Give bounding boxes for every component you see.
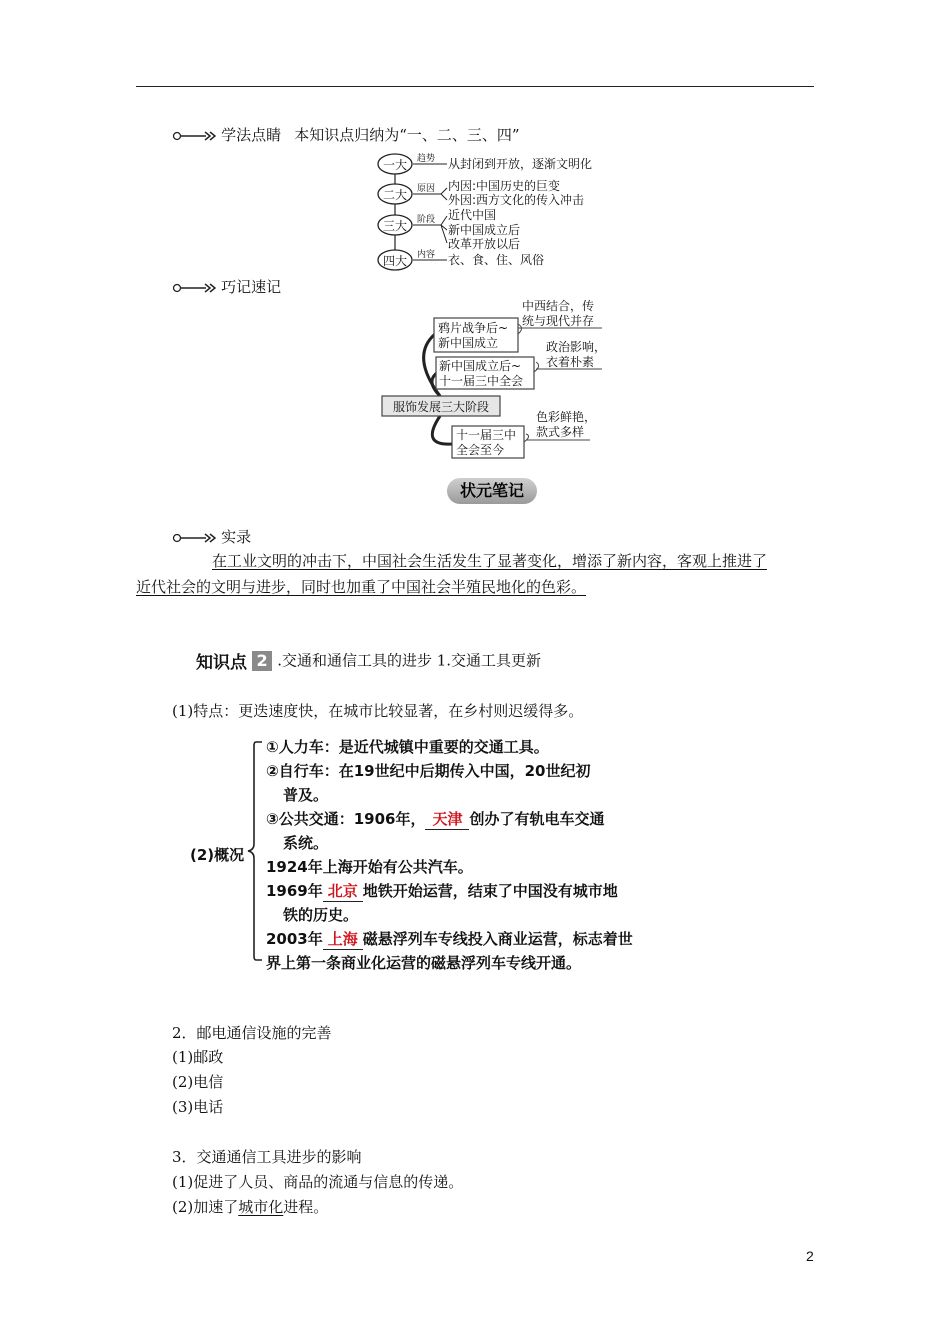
circle-label-3: 三大 (382, 219, 408, 233)
overview-label: (2)概况 (190, 846, 245, 864)
stage-1b: 新中国成立 (438, 336, 499, 350)
stage-1a: 鸦片战争后~ (438, 321, 509, 335)
xuefa-label: 学法点睛 (221, 126, 282, 144)
note-3b: 款式多样 (536, 425, 585, 439)
ov-line-4 (266, 808, 604, 830)
kp-label: 知识点 (196, 653, 247, 673)
zhuangyuan-badge: 状元笔记 (447, 478, 537, 504)
h2-item-1: (1)邮政 (172, 1048, 224, 1066)
ov-line-9a: 2003年 (266, 930, 323, 948)
circle-label-4: 四大 (382, 254, 408, 268)
ov-line-7c: 地铁开始运营，结束了中国没有城市地 (362, 882, 618, 900)
xuefa-heading (172, 124, 520, 145)
heading-3: 3．交通通信工具进步的影响 (172, 1148, 362, 1166)
stage-3a: 十一届三中 (456, 428, 517, 442)
item-2: 内因:中国历史的巨变 (448, 179, 561, 193)
answer-shanghai: 上海 (323, 928, 363, 950)
ov-line-7 (266, 880, 618, 902)
ov-line-8: 铁的历史。 (283, 906, 359, 924)
clothing-stages-diagram (380, 296, 620, 462)
note-1a: 中西结合，传 (522, 299, 595, 313)
note-3a: 色彩鲜艳， (536, 410, 597, 424)
tag-2: 原因 (417, 184, 436, 194)
h2-item-3: (3)电话 (172, 1098, 224, 1116)
qiaoji-label: 巧记速记 (221, 278, 282, 296)
ov-line-9 (266, 928, 633, 950)
knowledge-point-heading (196, 648, 541, 673)
note-2b: 衣着朴素 (546, 355, 595, 369)
tag-4: 内容 (417, 250, 436, 260)
h3-item-2c: 进程。 (283, 1198, 329, 1216)
tag-3: 阶段 (417, 215, 436, 225)
heading-2: 2．邮电通信设施的完善 (172, 1024, 332, 1042)
shilu-line-2: 近代社会的文明与进步，同时也加重了中国社会半殖民地化的色彩。 (136, 578, 587, 596)
xuefa-text: 本知识点归纳为“一、二、三、四” (294, 126, 520, 144)
feature-paragraph: (1)特点：更迭速度快，在城市比较显著，在乡村则迟缓得多。 (172, 702, 584, 720)
ov-line-3: 普及。 (283, 786, 329, 804)
h3-item-2a: (2)加速了 (172, 1198, 239, 1216)
header-rule (136, 86, 814, 87)
bullet-arrow-icon (172, 532, 216, 544)
ov-line-1: ①人力车：是近代城镇中重要的交通工具。 (266, 738, 549, 756)
item-6: 改革开放以后 (448, 237, 521, 251)
item-7: 衣、食、住、风俗 (448, 253, 545, 267)
h2-item-2: (2)电信 (172, 1073, 224, 1091)
stage-2b: 十一届三中全会 (439, 374, 524, 388)
summary-diagram (375, 150, 615, 272)
ov-line-10: 界上第一条商业化运营的磁悬浮列车专线开通。 (266, 954, 582, 972)
answer-tianjin: 天津 (425, 808, 469, 830)
ov-line-9c: 磁悬浮列车专线投入商业运营，标志着世 (362, 930, 633, 948)
item-5: 新中国成立后 (448, 223, 521, 237)
answer-beijing: 北京 (323, 880, 363, 902)
stage-2a: 新中国成立后~ (439, 359, 522, 373)
ov-line-4c: 创办了有轨电车交通 (469, 810, 605, 828)
ov-line-2: ②自行车：在19世纪中后期传入中国，20世纪初 (266, 762, 591, 780)
center-label: 服饰发展三大阶段 (392, 400, 490, 414)
h3-item-1: (1)促进了人员、商品的流通与信息的传递。 (172, 1173, 464, 1191)
h3-item-2 (172, 1195, 328, 1219)
note-2a: 政治影响， (546, 340, 607, 354)
kp-title: .交通和通信工具的进步 1.交通工具更新 (277, 651, 542, 670)
ov-line-7a: 1969年 (266, 882, 323, 900)
brace-icon (246, 740, 266, 962)
h3-item-2b: 城市化 (238, 1198, 284, 1216)
item-1: 从封闭到开放，逐渐文明化 (448, 157, 593, 171)
bullet-arrow-icon (172, 282, 216, 294)
ov-line-5: 系统。 (283, 834, 329, 852)
bullet-arrow-icon (172, 130, 216, 142)
note-1b: 统与现代并存 (522, 314, 595, 328)
item-3: 外因:西方文化的传入冲击 (448, 193, 585, 207)
kp-number-badge: 2 (252, 651, 272, 671)
tag-1: 趋势 (417, 154, 436, 164)
overview-block (266, 736, 686, 972)
circle-label-2: 二大 (382, 188, 408, 202)
stage-3b: 全会至今 (456, 443, 505, 457)
circle-label-1: 一大 (382, 158, 408, 172)
item-4: 近代中国 (448, 208, 497, 222)
shilu-line-1: 在工业文明的冲击下，中国社会生活发生了显著变化，增添了新内容，客观上推进了 (212, 552, 768, 570)
shilu-heading (172, 526, 251, 547)
page-number: 2 (806, 1248, 814, 1264)
ov-line-4a: ③公共交通：1906年， (266, 810, 426, 828)
qiaoji-heading (172, 276, 281, 297)
ov-line-6: 1924年上海开始有公共汽车。 (266, 858, 473, 876)
shilu-label: 实录 (221, 528, 252, 546)
